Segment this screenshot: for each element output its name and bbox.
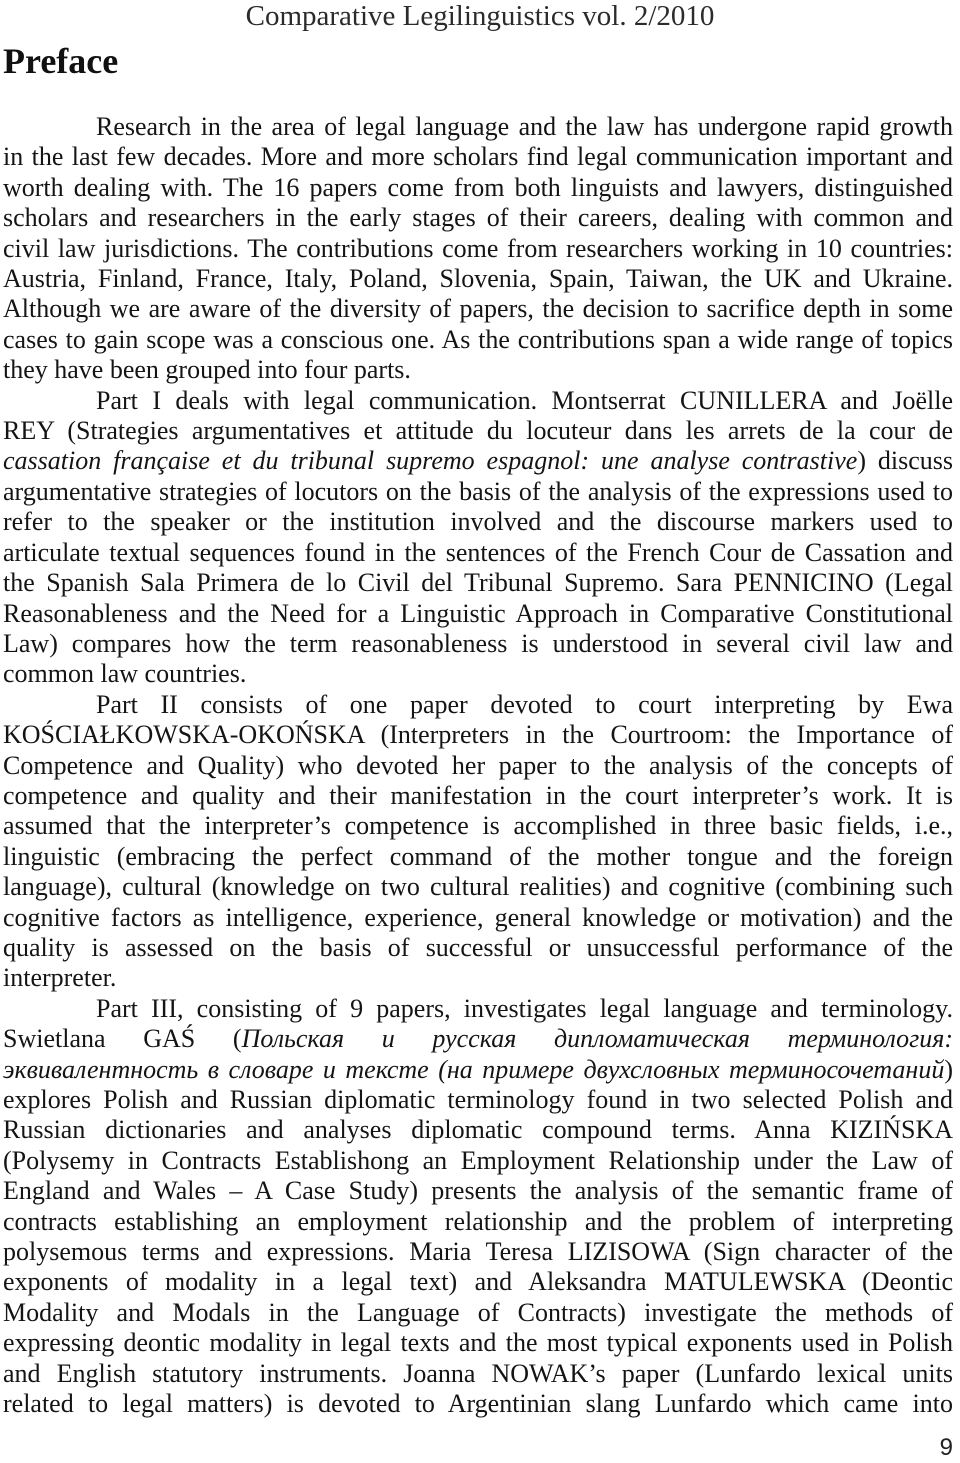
line-text: contracts establishing an employment relationship and the problem of interpreting	[3, 1206, 953, 1236]
line-text: explores Polish and Russian diplomatic terminology found in two selected Polish and	[3, 1085, 953, 1114]
line-text: Reasonableness and the Need for a Linguistic Approach in Comparative Constitutional	[3, 598, 953, 628]
text-line	[3, 325, 953, 355]
line-text: Law) compares how the term reasonableness is understood in several civil law and	[3, 628, 953, 658]
italic-text: Польская и русская дипломатическая терминология:	[241, 1024, 954, 1054]
line-text: quality is assessed on the basis of successful or unsuccessful performance of the	[3, 932, 953, 962]
text-line	[3, 477, 953, 507]
text-line	[3, 720, 953, 750]
text-line	[3, 1207, 953, 1237]
line-text: Part II consists of one paper devoted to court interpreting by Ewa	[96, 689, 953, 719]
line-text: polysemous terms and expressions. Maria Teresa LIZISOWA (Sign character of the	[3, 1237, 953, 1267]
body-text	[3, 112, 953, 1419]
line-text: common law countries.	[3, 659, 247, 689]
text-line	[3, 568, 953, 598]
text-segment: Swietlana GAŚ (	[3, 1024, 242, 1054]
line-text: refer to the speaker or the institution involved and the discourse markers used to	[3, 507, 953, 537]
line-text: interpreter.	[3, 963, 117, 993]
line-text: Part III, consisting of 9 papers, investigates legal language and terminology.	[96, 993, 953, 1023]
line-text: exponents of modality in a legal text) and Aleksandra MATULEWSKA (Deontic	[3, 1267, 953, 1297]
line-text: scholars and researchers in the early stages of their careers, dealing with common and	[3, 203, 953, 233]
text-line	[3, 416, 953, 446]
text-line	[3, 872, 953, 902]
text-line	[3, 629, 953, 659]
line-text: Part I deals with legal communication. Montserrat CUNILLERA and Joëlle	[96, 385, 953, 415]
text-line	[3, 1085, 953, 1115]
line-text: (Polysemy in Contracts Establishong an Employment Relationship under the Law of	[3, 1145, 953, 1175]
text-line	[3, 446, 953, 476]
italic-text: cassation française et du tribunal supremo espagnol: une analyse contrastive	[3, 446, 858, 476]
text-line	[3, 994, 953, 1024]
text-line	[3, 173, 953, 203]
text-line	[3, 1359, 953, 1389]
text-line	[3, 538, 953, 568]
running-head: Comparative Legilinguistics vol. 2/2010	[245, 0, 715, 32]
text-line	[3, 1115, 953, 1145]
line-text: and English statutory instruments. Joanna NOWAK’s paper (Lunfardo lexical units	[3, 1358, 953, 1388]
text-line	[3, 659, 953, 689]
text-line	[3, 903, 953, 933]
line-text: expressing deontic modality in legal texts and the most typical exponents used in Polish	[3, 1328, 953, 1358]
text-line	[3, 933, 953, 963]
paragraph	[3, 112, 953, 386]
text-line	[3, 599, 953, 629]
text-line	[3, 507, 953, 537]
text-line	[3, 386, 953, 416]
line-text: cases to gain scope was a conscious one. As the contributions span a wide range of topics	[3, 324, 953, 354]
line-text: Austria, Finland, France, Italy, Poland, Slovenia, Spain, Taiwan, the UK and Ukraine.	[3, 264, 953, 294]
line-text: linguistic (embracing the perfect command of the mother tongue and the foreign	[3, 841, 953, 871]
text-line	[3, 690, 953, 720]
line-text: the Spanish Sala Primera de lo Civil del Tribunal Supremo. Sara PENNICINO (Legal	[3, 568, 953, 598]
text-line	[3, 142, 953, 172]
line-text: Research in the area of legal language and the law has undergone rapid growth	[96, 112, 953, 141]
text-line	[3, 811, 953, 841]
line-text: they have been grouped into four parts.	[3, 355, 411, 385]
text-line	[3, 355, 953, 385]
line-text: argumentative strategies of locutors on the basis of the analysis of the expressions used to	[3, 476, 953, 506]
text-line	[3, 1328, 953, 1358]
line-text	[3, 1024, 953, 1053]
line-text: Modality and Modals in the Language of Contracts) investigate the methods of	[3, 1297, 953, 1327]
text-line	[3, 1055, 953, 1085]
paragraph	[3, 386, 953, 690]
text-segment: ) discuss	[857, 446, 953, 476]
text-line	[3, 842, 953, 872]
text-line	[3, 1176, 953, 1206]
text-line	[3, 203, 953, 233]
text-segment: )	[944, 1054, 953, 1084]
line-text: Although we are aware of the diversity of papers, the decision to sacrifice depth in some	[3, 294, 953, 324]
text-line	[3, 751, 953, 781]
italic-text: эквивалентность в словаре и тексте (на примере двухсловных терминосочетаний	[3, 1054, 945, 1084]
line-text: cognitive factors as intelligence, experience, general knowledge or motivation) and the	[3, 902, 953, 932]
text-line	[3, 1298, 953, 1328]
text-line	[3, 781, 953, 811]
line-text	[3, 1055, 953, 1084]
line-text: in the last few decades. More and more scholars find legal communication important and	[3, 142, 953, 172]
page-number: 9	[939, 1434, 953, 1461]
line-text: Russian dictionaries and analyses diplomatic compound terms. Anna KIZIŃSKA	[3, 1115, 953, 1145]
page-title: Preface	[3, 41, 119, 81]
line-text: assumed that the interpreter’s competence is accomplished in three basic fields, i.e.,	[3, 811, 953, 841]
text-line	[3, 294, 953, 324]
line-text: language), cultural (knowledge on two cultural realities) and cognitive (combining such	[3, 872, 953, 902]
line-text	[3, 446, 953, 475]
line-text: REY (Strategies argumentatives et attitude du locuteur dans les arrets de la cour de	[3, 416, 953, 446]
text-line	[3, 1389, 953, 1419]
text-line	[3, 963, 953, 993]
line-text: civil law jurisdictions. The contributions come from researchers working in 10 countries:	[3, 233, 953, 263]
line-text: related to legal matters) is devoted to Argentinian slang Lunfardo which came into	[3, 1389, 953, 1419]
text-line	[3, 112, 953, 142]
line-text: worth dealing with. The 16 papers come from both linguists and lawyers, distinguished	[3, 172, 953, 202]
line-text: competence and quality and their manifestation in the court interpreter’s work. It is	[3, 780, 953, 810]
line-text: Competence and Quality) who devoted her paper to the analysis of the concepts of	[3, 750, 953, 780]
text-line	[3, 234, 953, 264]
text-line	[3, 1267, 953, 1297]
line-text: KOŚCIAŁKOWSKA-OKOŃSKA (Interpreters in the Courtroom: the Importance of	[3, 720, 953, 750]
line-text: England and Wales – A Case Study) presents the analysis of the semantic frame of	[3, 1176, 953, 1206]
text-line	[3, 1024, 953, 1054]
text-line	[3, 1146, 953, 1176]
text-line	[3, 1237, 953, 1267]
line-text: articulate textual sequences found in the sentences of the French Cour de Cassation and	[3, 537, 953, 567]
text-line	[3, 264, 953, 294]
paragraph	[3, 690, 953, 994]
paragraph	[3, 994, 953, 1420]
